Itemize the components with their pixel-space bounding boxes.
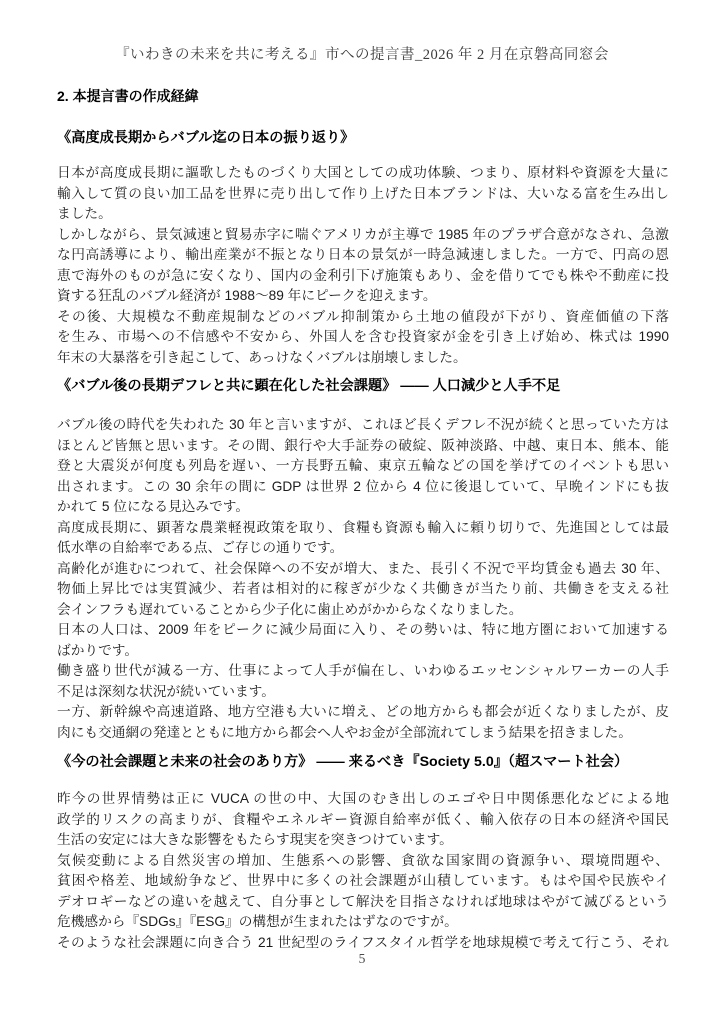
text-line: デオロギーなどの違いを越えて、自分事として解決を目指さなければ地球はやがて滅びるという — [57, 893, 669, 909]
text-line: かれて 5 位になる見込みです。 — [57, 499, 250, 514]
text-line: な円高誘導により、輸出産業が不振となり日本の景気が一時急減速しました。一方で、円高の恩 — [57, 247, 669, 262]
text-line: 生活の安定には大きな影響をもたらす現実を突きつけています。 — [57, 832, 453, 847]
text-line: 物価上昇比では実質減少、若者は相対的に稼ぎが少なく共働きが当たり前、共働きを支える社 — [57, 581, 669, 596]
text-line: 高度成長期に、顕著な農業軽視政策を取り、食糧も資源も輸入に頼り切りで、先進国としては最 — [57, 519, 669, 535]
paragraph-block-2 — [57, 415, 669, 743]
paragraph-block-1 — [57, 163, 669, 368]
page-number: 5 — [358, 951, 366, 966]
text-line: 貧困や格差、地域紛争など、世界中に多くの社会課題が山積しています。もはや国や民族やイ — [57, 873, 669, 888]
text-line: 日本が高度成長期に謳歌したものづくり大国としての成功体験、つまり、原材料や資源を大量に — [57, 165, 669, 180]
document-header-title: 『いわきの未来を共に考える』市への提言書_2026 年 2 月在京磐高同窓会 — [115, 47, 609, 63]
text-line: 不足は深刻な状況が続いています。 — [57, 683, 275, 699]
text-line: 危機感から『SDGs』『ESG』の構想が生まれたはずなのですが。 — [57, 914, 458, 929]
text-line: 出されます。この 30 余年の間に GDP は世界 2 位から 4 位に後退していて、早晩インドにも抜 — [57, 478, 669, 494]
text-line: 会インフラも遅れていることから少子化に歯止めがかからなくなりました。 — [57, 601, 523, 617]
text-line: を生み、市場への不信感や不安から、外国人を含む投資家が金を引き上げ始め、株式は 1990 — [57, 329, 669, 344]
text-line: バブル後の時代を失われた 30 年と言いますが、これほど長くデフレ不況が続くと思っていた方は — [57, 417, 669, 432]
text-line: 日本の人口は、2009 年をピークに減少局面に入り、その勢いは、特に地方圏において加速する — [57, 622, 669, 637]
text-line: ました。 — [57, 206, 112, 221]
text-line: 肉にも交通網の発達とともに地方から都会へ人やお金が全部流れてしまう結果を招きました。 — [57, 724, 632, 740]
text-line: 資する狂乱のバブル経済が 1988～89 年にピークを迎えます。 — [57, 288, 437, 303]
text-line: しかしながら、景気減速と貿易赤字に喘ぐアメリカが主導で 1985 年のプラザ合意がなされ、急激 — [57, 226, 669, 242]
text-line: そのような社会課題に向き合う 21 世紀型のライフスタイル哲学を地球規模で考えて行こう、それ — [57, 934, 669, 950]
text-line: 気候変動による自然災害の増加、生態系への影響、貪欲な国家間の資源争い、環境問題や、 — [57, 852, 669, 868]
text-line: 輸入して質の良い加工品を世界に売り出して作り上げた日本ブランドは、大いなる富を生み出し — [57, 185, 669, 201]
text-line: ほとんど皆無と思います。その間、銀行や大手証券の破綻、阪神淡路、中越、東日本、熊本、能 — [57, 437, 669, 453]
text-line: 登と大震災が何度も列島を遅い、一方長野五輪、東京五輪などの国を挙げてのイベントも思い — [57, 458, 669, 473]
section-heading-1: 《高度成長期からバブル迄の日本の振り返り》 — [57, 130, 355, 146]
text-line: 昨今の世界情勢は正に VUCA の世の中、大国のむき出しのエゴや日中関係悪化などによる地 — [57, 791, 669, 806]
text-line: ばかりです。 — [57, 642, 139, 658]
text-line: 働き盛り世代が減る一方、仕事によって人手が偏在し、いわゆるエッセンシャルワーカーの人手 — [57, 663, 669, 678]
text-line: 年末の大暴落を引き起こして、あっけなくバブルは崩壊しました。 — [57, 349, 467, 365]
section-heading-2: 《バブル後の長期デフレと共に顕在化した社会課題》 ―― 人口減少と人手不足 — [57, 378, 561, 394]
text-line: その後、大規模な不動産規制などのバブル抑制策から土地の値段が下がり、資産価値の下落 — [57, 308, 669, 324]
section-heading-3: 《今の社会課題と未来の社会のあり方》 ―― 来るべき『Society 5.0』（超スマート社会） — [57, 754, 629, 770]
text-line: 恵で海外のものが急に安くなり、国内の金利引下げ施策もあり、金を借りてでも株や不動産に投 — [57, 267, 669, 283]
text-line: 高齢化が進むにつれて、社会保障への不安が増大、また、長引く不況で平均賃金も過去 30 年、 — [57, 560, 669, 576]
text-line: 低水準の自給率である点、ご存じの通りです。 — [57, 540, 344, 555]
section-title: 2. 本提言書の作成経緯 — [57, 88, 199, 104]
paragraph-block-3 — [57, 789, 669, 953]
text-line: 一方、新幹線や高速道路、地方空港も大いに増え、どの地方からも都会が近くなりましたが、皮 — [57, 704, 669, 719]
text-line: 政学的リスクの高まりが、食糧やエネルギー資源自給率が低く、輸入依存の日本の経済や国民 — [57, 811, 669, 827]
